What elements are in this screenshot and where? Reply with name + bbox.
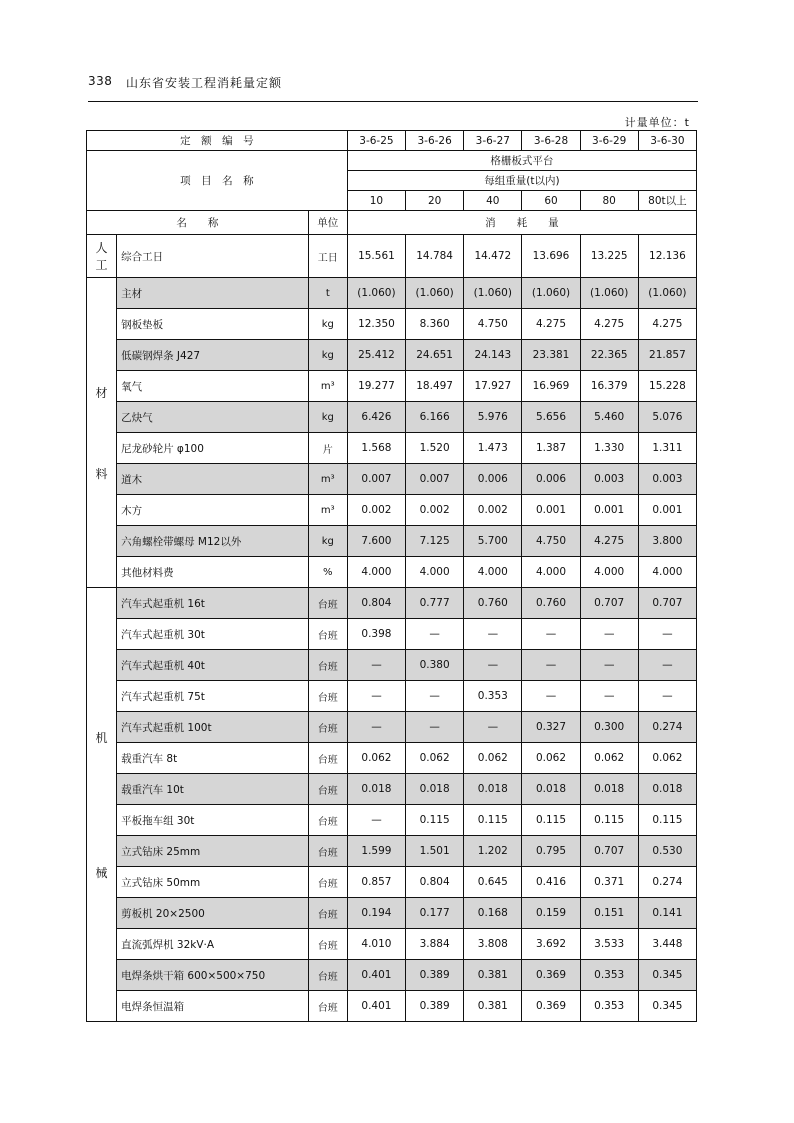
consumption-value: — (347, 681, 405, 712)
column-unit-header: 单位 (308, 211, 347, 235)
consumption-value: 0.389 (406, 960, 464, 991)
consumption-value: 24.143 (464, 340, 522, 371)
machinery-row (87, 991, 697, 1022)
consumption-value: 0.062 (638, 743, 696, 774)
item-unit: 台班 (308, 898, 347, 929)
consumption-value: (1.060) (522, 278, 580, 309)
consumption-value: — (522, 650, 580, 681)
consumption-value: 0.177 (406, 898, 464, 929)
materials-category-label (87, 278, 117, 588)
consumption-value: 4.000 (522, 557, 580, 588)
consumption-value: 1.520 (406, 433, 464, 464)
category-char: 料 (95, 466, 108, 481)
item-name: 载重汽车 8t (117, 743, 309, 774)
weight-cell: 80 (580, 191, 638, 211)
item-unit: 片 (308, 433, 347, 464)
machinery-row (87, 805, 697, 836)
consumption-value: 21.857 (638, 340, 696, 371)
consumption-value: 0.002 (347, 495, 405, 526)
item-name: 平板拖车组 30t (117, 805, 309, 836)
item-unit: kg (308, 309, 347, 340)
item-name: 直流弧焊机 32kV·A (117, 929, 309, 960)
consumption-value: 0.018 (406, 774, 464, 805)
item-name: 汽车式起重机 16t (117, 588, 309, 619)
consumption-value: 5.976 (464, 402, 522, 433)
consumption-value: 0.380 (406, 650, 464, 681)
consumption-value: 0.795 (522, 836, 580, 867)
consumption-value: (1.060) (464, 278, 522, 309)
item-name: 载重汽车 10t (117, 774, 309, 805)
consumption-value: 0.006 (464, 464, 522, 495)
consumption-value: 4.275 (522, 309, 580, 340)
consumption-value: — (406, 619, 464, 650)
consumption-value: 0.353 (580, 960, 638, 991)
machinery-category-label (87, 588, 117, 1022)
unit-note: 计量单位：t (624, 116, 690, 129)
code-cell: 3-6-25 (347, 131, 405, 151)
weight-cell: 60 (522, 191, 580, 211)
machinery-row (87, 929, 697, 960)
consumption-value: 5.076 (638, 402, 696, 433)
consumption-value: 13.225 (580, 235, 638, 278)
consumption-value: 5.656 (522, 402, 580, 433)
consumption-value: 0.002 (406, 495, 464, 526)
consumption-value: 0.062 (522, 743, 580, 774)
consumption-value: 0.007 (406, 464, 464, 495)
consumption-value: 6.426 (347, 402, 405, 433)
consumption-value: 0.018 (580, 774, 638, 805)
code-row (87, 131, 697, 151)
machinery-row (87, 712, 697, 743)
consumption-value: 7.125 (406, 526, 464, 557)
consumption-value: 0.001 (638, 495, 696, 526)
project-title: 格栅板式平台 (347, 151, 696, 171)
consumption-value: 4.010 (347, 929, 405, 960)
consumption-value: 0.353 (580, 991, 638, 1022)
consumption-value: — (464, 650, 522, 681)
materials-row (87, 526, 697, 557)
consumption-value: 0.115 (638, 805, 696, 836)
consumption-value: 14.784 (406, 235, 464, 278)
consumption-value: 0.062 (580, 743, 638, 774)
item-unit: kg (308, 340, 347, 371)
category-char: 工 (95, 258, 108, 272)
item-unit: m³ (308, 495, 347, 526)
consumption-value: 15.228 (638, 371, 696, 402)
consumption-value: 0.115 (406, 805, 464, 836)
consumption-value: 1.311 (638, 433, 696, 464)
item-name: 综合工日 (117, 235, 309, 278)
materials-row (87, 371, 697, 402)
consumption-value: 1.599 (347, 836, 405, 867)
consumption-value: 0.006 (522, 464, 580, 495)
consumption-value: (1.060) (347, 278, 405, 309)
consumption-value: 6.166 (406, 402, 464, 433)
labor-row (87, 235, 697, 278)
page-number: 338 (88, 74, 113, 88)
consumption-value: 1.330 (580, 433, 638, 464)
item-unit: 台班 (308, 588, 347, 619)
materials-row (87, 495, 697, 526)
project-label: 项 目 名 称 (87, 151, 348, 211)
consumption-value: 12.350 (347, 309, 405, 340)
item-unit: t (308, 278, 347, 309)
book-title: 山东省安装工程消耗量定额 (126, 76, 283, 90)
item-name: 剪板机 20×2500 (117, 898, 309, 929)
item-unit: 台班 (308, 867, 347, 898)
consumption-value: (1.060) (638, 278, 696, 309)
consumption-value: — (347, 650, 405, 681)
materials-row (87, 402, 697, 433)
consumption-value: 4.000 (580, 557, 638, 588)
consumption-value: — (580, 619, 638, 650)
machinery-row (87, 867, 697, 898)
consumption-value: 0.007 (347, 464, 405, 495)
item-name: 木方 (117, 495, 309, 526)
consumption-value: 17.927 (464, 371, 522, 402)
consumption-value: 0.401 (347, 991, 405, 1022)
item-unit: % (308, 557, 347, 588)
item-unit: 台班 (308, 960, 347, 991)
code-cell: 3-6-30 (638, 131, 696, 151)
consumption-value: 22.365 (580, 340, 638, 371)
column-name-header: 名 称 (87, 211, 309, 235)
consumption-value: 0.002 (464, 495, 522, 526)
weight-label: 每组重量(t以内) (347, 171, 696, 191)
code-cell: 3-6-28 (522, 131, 580, 151)
consumption-value: 0.857 (347, 867, 405, 898)
page-header (88, 74, 698, 96)
consumption-value: 0.389 (406, 991, 464, 1022)
consumption-value: 0.274 (638, 712, 696, 743)
consumption-value: — (464, 712, 522, 743)
materials-row (87, 433, 697, 464)
category-char: 械 (95, 865, 108, 880)
consumption-value: 0.398 (347, 619, 405, 650)
item-unit: 台班 (308, 619, 347, 650)
consumption-value: 0.804 (347, 588, 405, 619)
item-name: 低碳钢焊条 J427 (117, 340, 309, 371)
consumption-value: 0.115 (464, 805, 522, 836)
consumption-value: 1.568 (347, 433, 405, 464)
consumption-value: 4.275 (580, 309, 638, 340)
consumption-value: 0.381 (464, 991, 522, 1022)
consumption-value: 0.707 (580, 588, 638, 619)
consumption-value: 0.062 (347, 743, 405, 774)
labor-category-label (87, 235, 117, 278)
consumption-value: 0.018 (464, 774, 522, 805)
code-cell: 3-6-27 (464, 131, 522, 151)
consumption-value: — (347, 805, 405, 836)
machinery-row (87, 960, 697, 991)
consumption-value: 13.696 (522, 235, 580, 278)
materials-row (87, 340, 697, 371)
materials-row (87, 309, 697, 340)
machinery-row (87, 774, 697, 805)
consumption-value: 3.448 (638, 929, 696, 960)
consumption-value: 3.808 (464, 929, 522, 960)
item-unit: 台班 (308, 805, 347, 836)
consumption-value: 0.760 (522, 588, 580, 619)
consumption-value: 0.018 (522, 774, 580, 805)
consumption-value: 0.645 (464, 867, 522, 898)
consumption-value: 3.533 (580, 929, 638, 960)
category-char: 人 (95, 241, 108, 255)
item-unit: 台班 (308, 929, 347, 960)
consumption-value: 4.000 (464, 557, 522, 588)
weight-cell: 40 (464, 191, 522, 211)
consumption-value: — (638, 681, 696, 712)
item-unit: kg (308, 402, 347, 433)
consumption-value: 4.750 (522, 526, 580, 557)
item-name: 乙炔气 (117, 402, 309, 433)
consumption-value: 0.345 (638, 991, 696, 1022)
consumption-value: — (580, 681, 638, 712)
item-unit: m³ (308, 371, 347, 402)
consumption-value: — (406, 681, 464, 712)
consumption-value: 0.194 (347, 898, 405, 929)
consumption-value: 0.062 (406, 743, 464, 774)
machinery-row (87, 650, 697, 681)
item-name: 立式钻床 50mm (117, 867, 309, 898)
machinery-row (87, 588, 697, 619)
consumption-value: 0.168 (464, 898, 522, 929)
consumption-value: 24.651 (406, 340, 464, 371)
consumption-value: 0.369 (522, 960, 580, 991)
consumption-value: 3.800 (638, 526, 696, 557)
materials-row (87, 278, 697, 309)
machinery-row (87, 619, 697, 650)
item-unit: 台班 (308, 774, 347, 805)
materials-row (87, 557, 697, 588)
item-unit: 台班 (308, 743, 347, 774)
weight-cell: 20 (406, 191, 464, 211)
item-name: 电焊条烘干箱 600×500×750 (117, 960, 309, 991)
consumption-value: (1.060) (406, 278, 464, 309)
consumption-value: 0.345 (638, 960, 696, 991)
column-header-row (87, 211, 697, 235)
weight-cell: 80t以上 (638, 191, 696, 211)
code-cell: 3-6-29 (580, 131, 638, 151)
consumption-value: 0.018 (347, 774, 405, 805)
consumption-value: — (522, 619, 580, 650)
consumption-value: 3.692 (522, 929, 580, 960)
consumption-value: 0.300 (580, 712, 638, 743)
item-unit: 台班 (308, 681, 347, 712)
consumption-value: 0.369 (522, 991, 580, 1022)
consumption-value: 0.401 (347, 960, 405, 991)
consumption-value: — (638, 619, 696, 650)
consumption-value: 0.416 (522, 867, 580, 898)
item-name: 六角螺栓带螺母 M12以外 (117, 526, 309, 557)
consumption-value: 0.707 (580, 836, 638, 867)
consumption-value: 4.000 (406, 557, 464, 588)
consumption-value: 14.472 (464, 235, 522, 278)
item-unit: 台班 (308, 712, 347, 743)
consumption-value: 0.777 (406, 588, 464, 619)
consumption-value: — (347, 712, 405, 743)
consumption-value: 16.379 (580, 371, 638, 402)
consumption-value: — (580, 650, 638, 681)
consumption-value: 0.001 (522, 495, 580, 526)
item-unit: 台班 (308, 650, 347, 681)
consumption-value: 0.115 (580, 805, 638, 836)
consumption-value: 1.473 (464, 433, 522, 464)
consumption-value: 4.275 (638, 309, 696, 340)
consumption-value: 12.136 (638, 235, 696, 278)
item-unit: kg (308, 526, 347, 557)
consumption-value: 4.750 (464, 309, 522, 340)
consumption-value: 1.387 (522, 433, 580, 464)
item-name: 尼龙砂轮片 φ100 (117, 433, 309, 464)
item-unit: 工日 (308, 235, 347, 278)
consumption-value: 0.001 (580, 495, 638, 526)
consumption-value: 5.700 (464, 526, 522, 557)
consumption-value: 4.275 (580, 526, 638, 557)
consumption-value: 0.151 (580, 898, 638, 929)
consumption-value: 25.412 (347, 340, 405, 371)
consumption-value: 0.159 (522, 898, 580, 929)
project-title-row (87, 151, 697, 171)
item-name: 立式钻床 25mm (117, 836, 309, 867)
item-unit: 台班 (308, 991, 347, 1022)
item-name: 汽车式起重机 40t (117, 650, 309, 681)
code-cell: 3-6-26 (406, 131, 464, 151)
item-name: 汽车式起重机 30t (117, 619, 309, 650)
consumption-value: 4.000 (347, 557, 405, 588)
consumption-value: 0.353 (464, 681, 522, 712)
item-name: 主材 (117, 278, 309, 309)
consumption-value: 18.497 (406, 371, 464, 402)
consumption-value: 3.884 (406, 929, 464, 960)
consumption-value: 8.360 (406, 309, 464, 340)
consumption-value: 0.707 (638, 588, 696, 619)
machinery-row (87, 681, 697, 712)
consumption-value: 0.327 (522, 712, 580, 743)
machinery-row (87, 743, 697, 774)
consumption-value: — (522, 681, 580, 712)
item-name: 道木 (117, 464, 309, 495)
item-name: 氧气 (117, 371, 309, 402)
consumption-value: 0.062 (464, 743, 522, 774)
consumption-value: 0.003 (638, 464, 696, 495)
item-name: 其他材料费 (117, 557, 309, 588)
consumption-value: 0.804 (406, 867, 464, 898)
consumption-value: 1.202 (464, 836, 522, 867)
machinery-row (87, 898, 697, 929)
consumption-value: 0.760 (464, 588, 522, 619)
item-name: 汽车式起重机 75t (117, 681, 309, 712)
consumption-value: 0.381 (464, 960, 522, 991)
code-label: 定 额 编 号 (87, 131, 348, 151)
consumption-value: 0.141 (638, 898, 696, 929)
machinery-row (87, 836, 697, 867)
consumption-value: — (464, 619, 522, 650)
consumption-value: 0.003 (580, 464, 638, 495)
consumption-value: 1.501 (406, 836, 464, 867)
category-char: 材 (95, 385, 108, 400)
item-unit: m³ (308, 464, 347, 495)
item-unit: 台班 (308, 836, 347, 867)
consumption-value: 0.530 (638, 836, 696, 867)
category-char: 机 (95, 730, 108, 745)
weight-cell: 10 (347, 191, 405, 211)
consumption-value: 7.600 (347, 526, 405, 557)
header-divider (88, 101, 698, 102)
item-name: 钢板垫板 (117, 309, 309, 340)
consumption-value: 16.969 (522, 371, 580, 402)
consumption-value: 23.381 (522, 340, 580, 371)
item-name: 汽车式起重机 100t (117, 712, 309, 743)
consumption-value: (1.060) (580, 278, 638, 309)
consumption-value: 0.371 (580, 867, 638, 898)
consumption-value: — (406, 712, 464, 743)
consumption-value: 15.561 (347, 235, 405, 278)
consumption-value: 19.277 (347, 371, 405, 402)
consumption-value: 5.460 (580, 402, 638, 433)
consumption-value: 0.274 (638, 867, 696, 898)
consumption-value: 0.115 (522, 805, 580, 836)
column-consumption-header: 消 耗 量 (347, 211, 696, 235)
consumption-value: — (638, 650, 696, 681)
consumption-value: 4.000 (638, 557, 696, 588)
materials-row (87, 464, 697, 495)
item-name: 电焊条恒温箱 (117, 991, 309, 1022)
quota-table (86, 130, 697, 1022)
consumption-value: 0.018 (638, 774, 696, 805)
